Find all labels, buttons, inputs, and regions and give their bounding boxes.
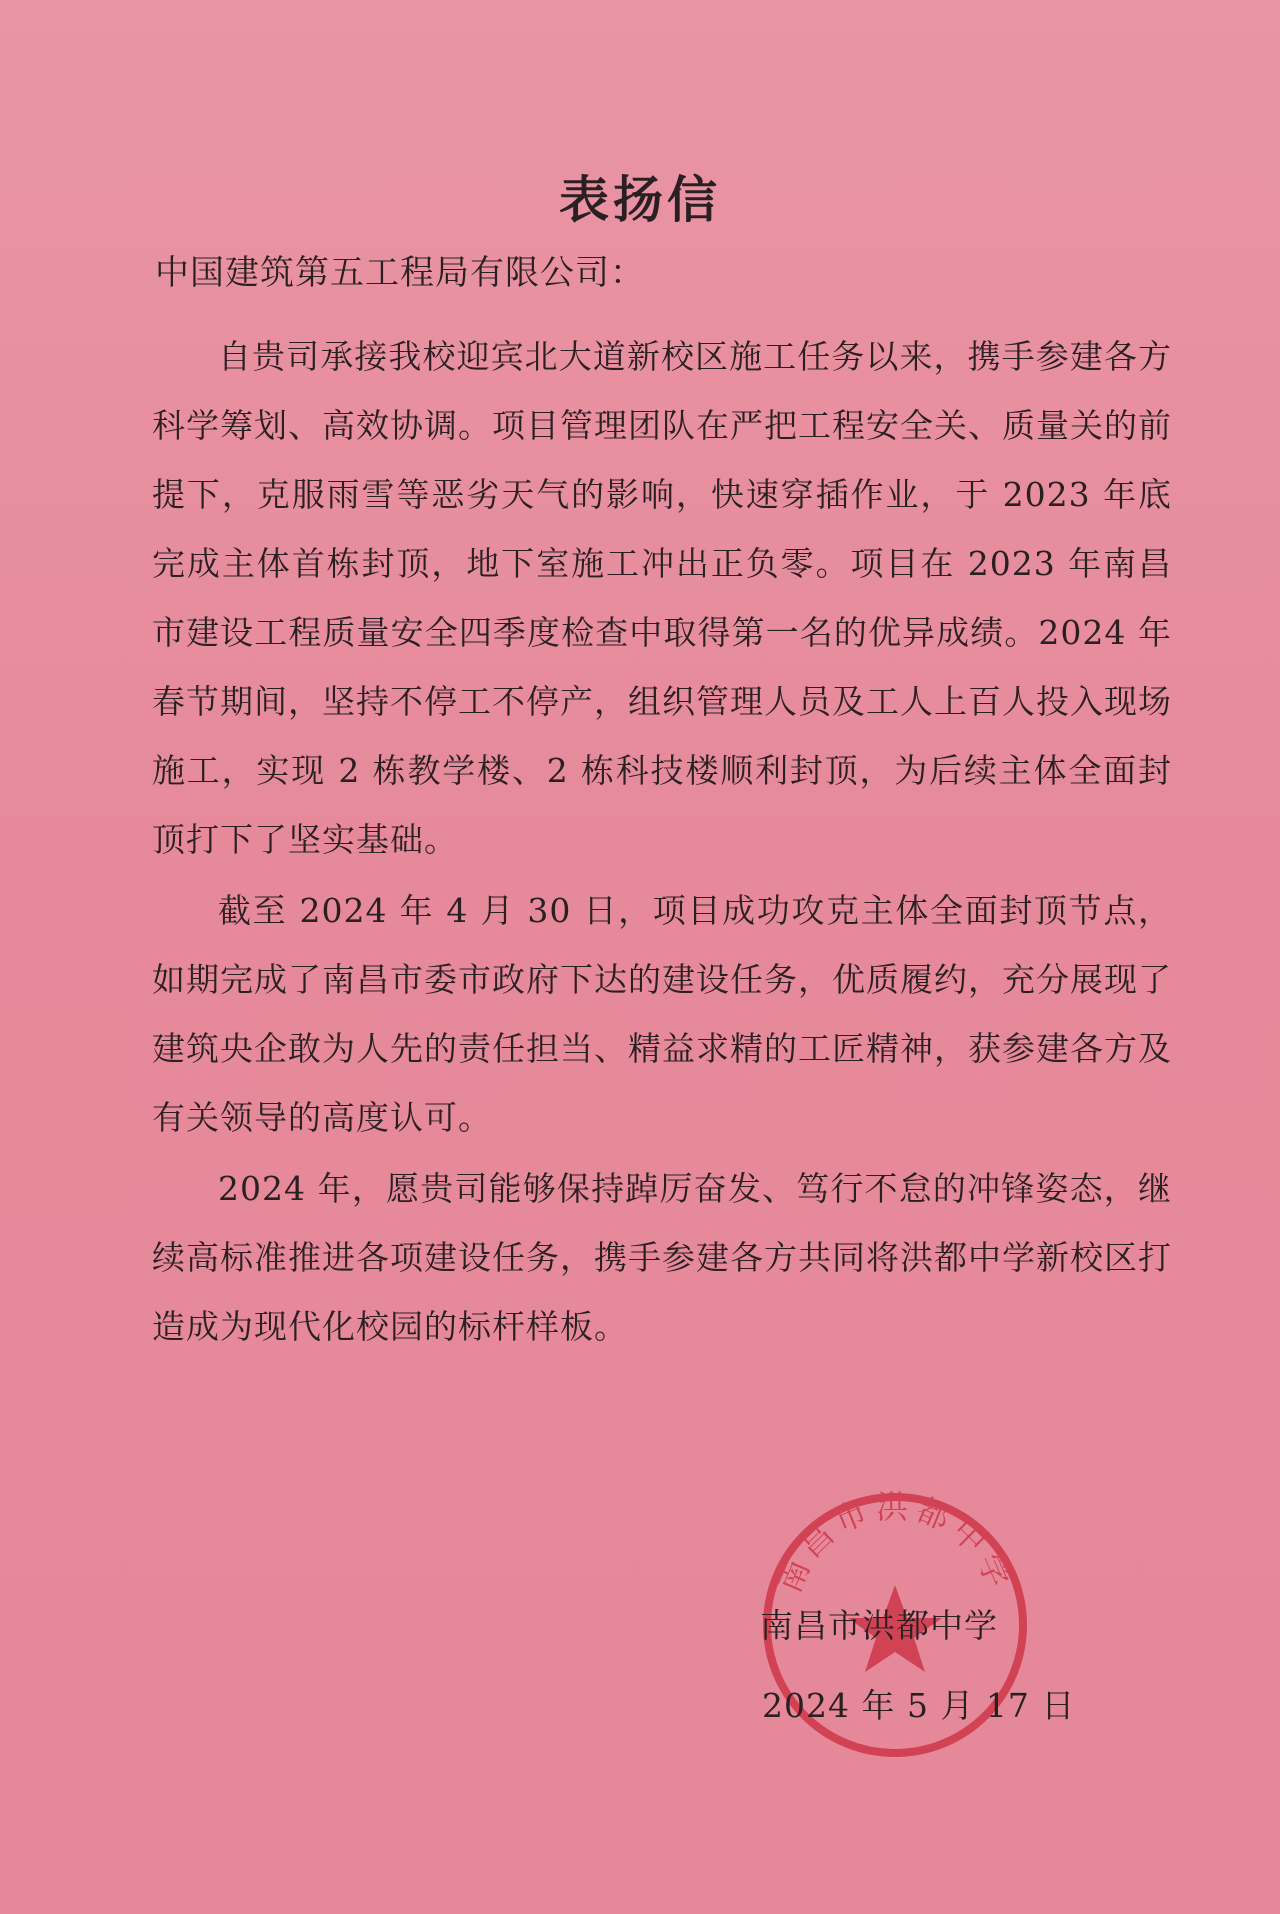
- letter-salutation: 中国建筑第五工程局有限公司：: [155, 253, 645, 293]
- letter-title: 表扬信: [559, 170, 721, 229]
- letter-date: 2024 年 5 月 17 日: [762, 1686, 1076, 1725]
- svg-text:南昌市洪都中学: 南昌市洪都中学: [769, 1488, 1021, 1598]
- letter-paragraph-1: 自贵司承接我校迎宾北大道新校区施工任务以来，携手参建各方科学筹划、高效协调。项目管理团队在严把工程安全关、质量关的前提下，克服雨雪等恶劣天气的影响，快速穿插作业，于 2023 年底完成主体首栋封顶，地下室施工冲出正负零。项目在 2023 年南昌市建设工程质量安全四季度检查中取得第一名的优异成绩。2024 年春节期间，坚持不停工不停产，组织管理人员及工人上百人投入现场施工，实现 2 栋教学楼、2 栋科技楼顺利封顶，为后续主体全面封顶打下了坚实基础。: [152, 337, 1172, 859]
- letter-paragraph-2: 截至 2024 年 4 月 30 日，项目成功攻克主体全面封顶节点，如期完成了南昌市委市政府下达的建设任务，优质履约，充分展现了建筑央企敢为人先的责任担当、精益求精的工匠精神，获参建各方及有关领导的高度认可。: [152, 891, 1172, 1137]
- letter-body: [152, 322, 1172, 1361]
- letter-signature: 南昌市洪都中学: [760, 1606, 998, 1645]
- letter-paragraph-3: 2024 年，愿贵司能够保持踔厉奋发、笃行不怠的冲锋姿态，继续高标准推进各项建设任务，携手参建各方共同将洪都中学新校区打造成为现代化校园的标杆样板。: [152, 1169, 1172, 1346]
